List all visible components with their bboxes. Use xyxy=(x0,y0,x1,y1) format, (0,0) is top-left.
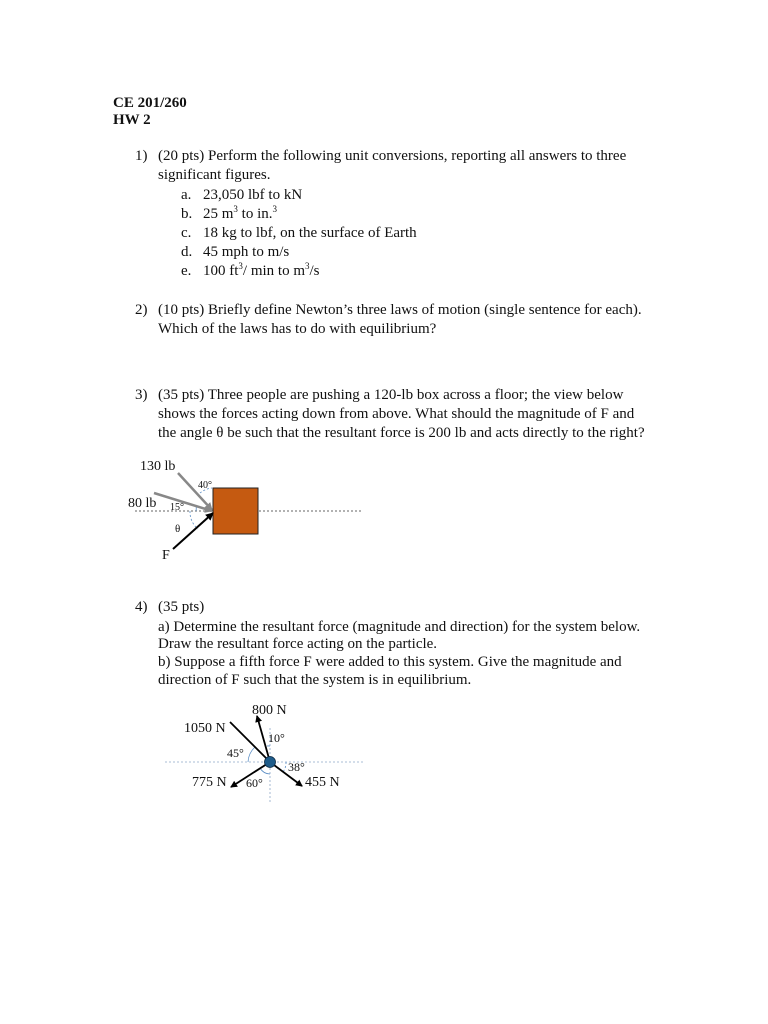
angle-45-label: 45° xyxy=(227,746,244,760)
box xyxy=(213,488,258,534)
q3-line-3: the angle θ be such that the resultant force is 200 lb and acts directly to the right? xyxy=(158,425,645,441)
assignment-title: HW 2 xyxy=(113,112,151,128)
angle-40-label: 40° xyxy=(198,480,212,491)
particle-force-diagram xyxy=(160,698,370,808)
q1-item-b-letter: b. xyxy=(181,206,193,222)
q1-line-2: significant figures. xyxy=(158,167,271,183)
force-80-label: 80 lb xyxy=(128,496,157,511)
q1-item-d: 45 mph to m/s xyxy=(203,244,290,260)
force-130-label: 130 lb xyxy=(140,459,176,474)
angle-38-label: 38° xyxy=(288,760,305,774)
angle-arc-60 xyxy=(260,768,270,774)
angle-arc-38 xyxy=(283,762,286,772)
q1-item-e-letter: e. xyxy=(181,263,192,279)
angle-10-label: 10° xyxy=(268,731,285,745)
angle-60-label: 60° xyxy=(246,776,263,790)
q1-number: 1) xyxy=(135,148,148,164)
q4-line-3: Draw the resultant force acting on the particle. xyxy=(158,636,438,652)
q3-number: 3) xyxy=(135,387,148,403)
q1-item-c: 18 kg to lbf, on the surface of Earth xyxy=(203,225,417,241)
force-455-label: 455 N xyxy=(305,775,340,790)
force-800-label: 800 N xyxy=(252,703,287,718)
q2-line-2: Which of the laws has to do with equilibrium? xyxy=(158,321,437,337)
q4-number: 4) xyxy=(135,599,148,615)
angle-theta-label: θ xyxy=(175,523,181,535)
q1-line-1: (20 pts) Perform the following unit conversions, reporting all answers to three xyxy=(158,148,627,164)
q3-line-1: (35 pts) Three people are pushing a 120-lb box across a floor; the view below xyxy=(158,387,624,403)
course-code: CE 201/260 xyxy=(113,95,187,111)
force-f-label: F xyxy=(162,548,170,563)
force-1050-label: 1050 N xyxy=(184,721,226,736)
q1-item-e: 100 $ft^3/$ min to $m^3/s$ xyxy=(203,261,320,279)
q4-line-2: a) Determine the resultant force (magnitude and direction) for the system below. xyxy=(158,619,641,635)
q3-line-2: shows the forces acting down from above. What should the magnitude of F and xyxy=(158,406,635,422)
force-775-label: 775 N xyxy=(192,775,227,790)
q1-item-a-letter: a. xyxy=(181,187,192,203)
particle xyxy=(265,757,276,768)
q4-line-1: (35 pts) xyxy=(158,599,205,615)
q1-item-a: 23,050 lbf to kN xyxy=(203,187,303,203)
box-force-diagram xyxy=(120,452,370,568)
q1-item-b: 25 $m^3$ to in.$^3$ xyxy=(203,204,278,222)
angle-15-label: 15° xyxy=(170,502,184,513)
q1-item-d-letter: d. xyxy=(181,244,193,260)
q4-line-4: b) Suppose a fifth force F were added to this system. Give the magnitude and xyxy=(158,654,622,670)
q2-number: 2) xyxy=(135,302,148,318)
q2-line-1: (10 pts) Briefly define Newton’s three laws of motion (single sentence for each). xyxy=(158,302,642,318)
q1-item-c-letter: c. xyxy=(181,225,192,241)
angle-arc-45 xyxy=(248,747,255,762)
q4-line-5: direction of F such that the system is in equilibrium. xyxy=(158,672,472,688)
